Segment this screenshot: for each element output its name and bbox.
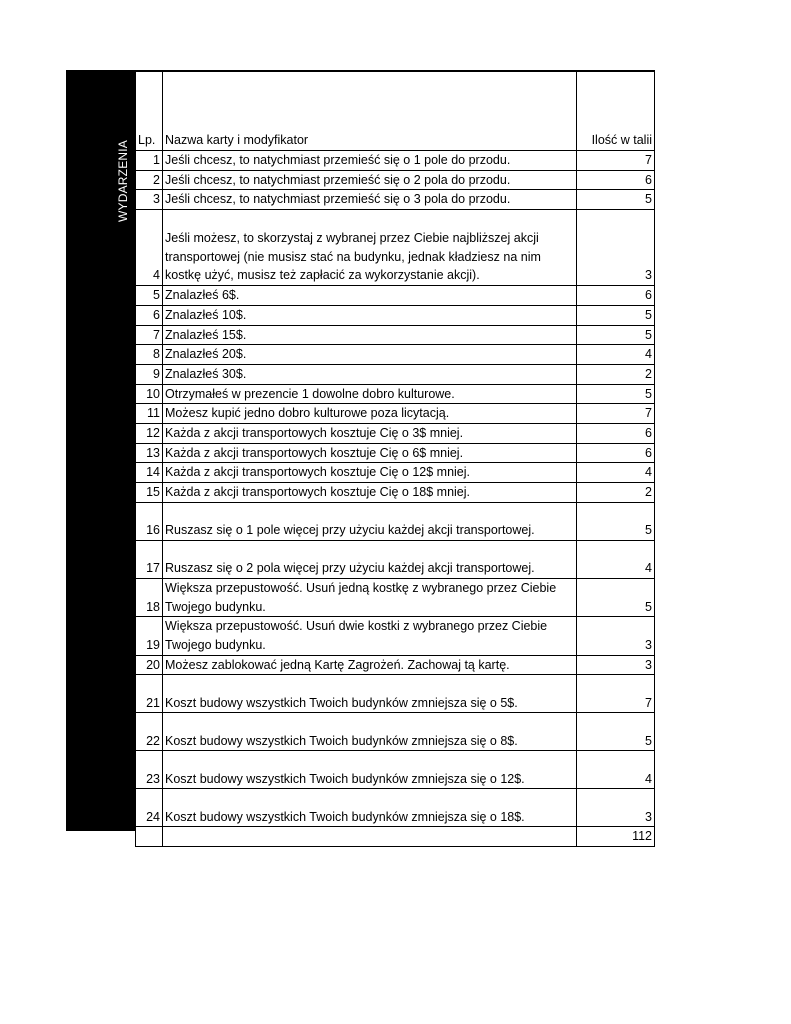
row-count: 5 bbox=[577, 325, 655, 345]
row-description: Każda z akcji transportowych kosztuje Cię o 6$ mniej. bbox=[163, 443, 577, 463]
row-number: 23 bbox=[136, 751, 163, 789]
row-number: 20 bbox=[136, 655, 163, 675]
table-row bbox=[136, 655, 655, 675]
total-empty-lp bbox=[136, 827, 163, 847]
table-row bbox=[136, 443, 655, 463]
row-number: 13 bbox=[136, 443, 163, 463]
table-row bbox=[136, 463, 655, 483]
row-number: 19 bbox=[136, 617, 163, 655]
table-row bbox=[136, 384, 655, 404]
row-count: 3 bbox=[577, 210, 655, 286]
row-description: Koszt budowy wszystkich Twoich budynków zmniejsza się o 8$. bbox=[163, 713, 577, 751]
row-count: 5 bbox=[577, 190, 655, 210]
row-number: 2 bbox=[136, 170, 163, 190]
row-number: 5 bbox=[136, 286, 163, 306]
row-count: 6 bbox=[577, 286, 655, 306]
table-row bbox=[136, 170, 655, 190]
row-count: 3 bbox=[577, 655, 655, 675]
row-description: Jeśli chcesz, to natychmiast przemieść się o 2 pola do przodu. bbox=[163, 170, 577, 190]
row-description: Jeśli możesz, to skorzystaj z wybranej przez Ciebie najbliższej akcji transportowej (nie musisz stać na budynku, jednak kładziesz na nim kostkę użyć, musisz też zapłacić za wykorzystanie akcji). bbox=[163, 210, 577, 286]
header-count: Ilość w talii bbox=[577, 71, 655, 151]
row-count: 5 bbox=[577, 305, 655, 325]
row-description: Jeśli chcesz, to natychmiast przemieść się o 1 pole do przodu. bbox=[163, 151, 577, 171]
row-description: Jeśli chcesz, to natychmiast przemieść się o 3 pola do przodu. bbox=[163, 190, 577, 210]
row-count: 4 bbox=[577, 463, 655, 483]
table-row bbox=[136, 364, 655, 384]
row-number: 11 bbox=[136, 404, 163, 424]
row-count: 6 bbox=[577, 424, 655, 444]
row-number: 17 bbox=[136, 540, 163, 578]
row-description: Znalazłeś 30$. bbox=[163, 364, 577, 384]
table-row bbox=[136, 483, 655, 503]
table-row bbox=[136, 404, 655, 424]
row-description: Ruszasz się o 1 pole więcej przy użyciu każdej akcji transportowej. bbox=[163, 502, 577, 540]
header-lp: Lp. bbox=[136, 71, 163, 151]
row-number: 10 bbox=[136, 384, 163, 404]
row-description: Ruszasz się o 2 pola więcej przy użyciu każdej akcji transportowej. bbox=[163, 540, 577, 578]
row-count: 7 bbox=[577, 151, 655, 171]
row-number: 22 bbox=[136, 713, 163, 751]
row-description: Większa przepustowość. Usuń jedną kostkę z wybranego przez Ciebie Twojego budynku. bbox=[163, 578, 577, 616]
row-count: 6 bbox=[577, 170, 655, 190]
table-row bbox=[136, 540, 655, 578]
row-description: Znalazłeś 6$. bbox=[163, 286, 577, 306]
row-count: 7 bbox=[577, 675, 655, 713]
row-number: 1 bbox=[136, 151, 163, 171]
row-number: 4 bbox=[136, 210, 163, 286]
row-count: 2 bbox=[577, 364, 655, 384]
row-count: 5 bbox=[577, 713, 655, 751]
row-number: 16 bbox=[136, 502, 163, 540]
table-row bbox=[136, 151, 655, 171]
row-count: 5 bbox=[577, 502, 655, 540]
row-number: 3 bbox=[136, 190, 163, 210]
row-count: 5 bbox=[577, 384, 655, 404]
row-description: Każda z akcji transportowych kosztuje Cię o 18$ mniej. bbox=[163, 483, 577, 503]
row-number: 24 bbox=[136, 789, 163, 827]
table-row bbox=[136, 617, 655, 655]
row-description: Większa przepustowość. Usuń dwie kostki z wybranego przez Ciebie Twojego budynku. bbox=[163, 617, 577, 655]
row-count: 6 bbox=[577, 443, 655, 463]
row-count: 2 bbox=[577, 483, 655, 503]
table-row bbox=[136, 345, 655, 365]
cards-table bbox=[135, 70, 655, 847]
category-label: WYDARZENIA bbox=[116, 139, 130, 222]
category-sidebar bbox=[66, 70, 135, 831]
header-name: Nazwa karty i modyfikator bbox=[163, 71, 577, 151]
row-description: Każda z akcji transportowych kosztuje Cię o 3$ mniej. bbox=[163, 424, 577, 444]
row-count: 4 bbox=[577, 345, 655, 365]
row-number: 9 bbox=[136, 364, 163, 384]
row-count: 3 bbox=[577, 789, 655, 827]
table-row bbox=[136, 305, 655, 325]
row-description: Możesz kupić jedno dobro kulturowe poza licytacją. bbox=[163, 404, 577, 424]
row-number: 21 bbox=[136, 675, 163, 713]
table-row bbox=[136, 502, 655, 540]
table-row bbox=[136, 751, 655, 789]
row-number: 14 bbox=[136, 463, 163, 483]
row-description: Koszt budowy wszystkich Twoich budynków zmniejsza się o 12$. bbox=[163, 751, 577, 789]
row-number: 12 bbox=[136, 424, 163, 444]
row-number: 15 bbox=[136, 483, 163, 503]
row-description: Znalazłeś 10$. bbox=[163, 305, 577, 325]
total-row bbox=[136, 827, 655, 847]
table-row bbox=[136, 190, 655, 210]
row-description: Koszt budowy wszystkich Twoich budynków zmniejsza się o 18$. bbox=[163, 789, 577, 827]
table-row bbox=[136, 286, 655, 306]
table-row bbox=[136, 789, 655, 827]
table-row bbox=[136, 578, 655, 616]
row-number: 8 bbox=[136, 345, 163, 365]
row-count: 4 bbox=[577, 540, 655, 578]
header-row bbox=[136, 71, 655, 151]
row-count: 4 bbox=[577, 751, 655, 789]
row-description: Otrzymałeś w prezencie 1 dowolne dobro kulturowe. bbox=[163, 384, 577, 404]
table-row bbox=[136, 713, 655, 751]
row-description: Koszt budowy wszystkich Twoich budynków zmniejsza się o 5$. bbox=[163, 675, 577, 713]
row-count: 7 bbox=[577, 404, 655, 424]
row-count: 5 bbox=[577, 578, 655, 616]
row-count: 3 bbox=[577, 617, 655, 655]
table-row bbox=[136, 210, 655, 286]
row-number: 18 bbox=[136, 578, 163, 616]
row-description: Możesz zablokować jedną Kartę Zagrożeń. Zachowaj tą kartę. bbox=[163, 655, 577, 675]
row-description: Każda z akcji transportowych kosztuje Cię o 12$ mniej. bbox=[163, 463, 577, 483]
row-description: Znalazłeś 15$. bbox=[163, 325, 577, 345]
row-number: 7 bbox=[136, 325, 163, 345]
total-count: 112 bbox=[577, 827, 655, 847]
table-row bbox=[136, 325, 655, 345]
row-number: 6 bbox=[136, 305, 163, 325]
total-empty-name bbox=[163, 827, 577, 847]
table-row bbox=[136, 675, 655, 713]
row-description: Znalazłeś 20$. bbox=[163, 345, 577, 365]
table-row bbox=[136, 424, 655, 444]
